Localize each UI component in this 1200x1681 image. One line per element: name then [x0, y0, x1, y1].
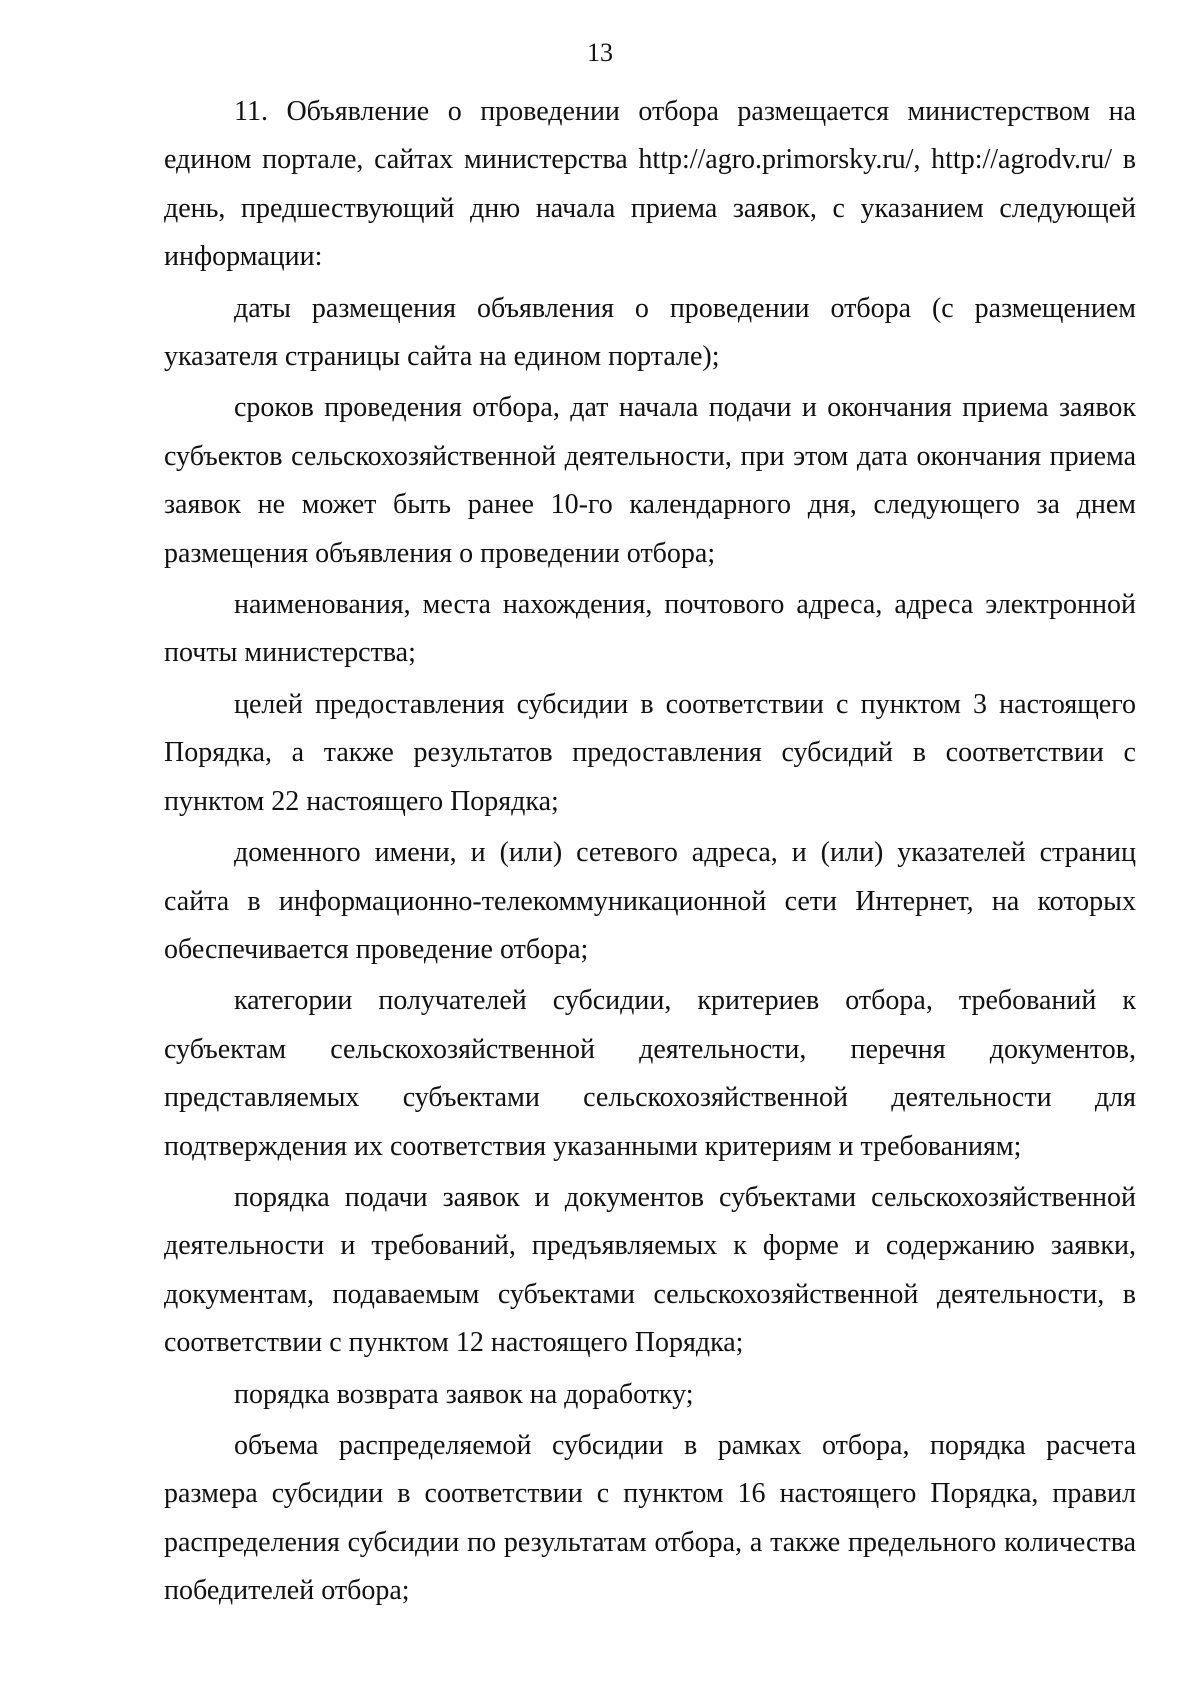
- paragraph-11-announcement: 11. Объявление о проведении отбора размещается министерством на едином портале, сайтах министерства http://agro.primorsky.ru/, http://agrodv.ru/ в день, предшествующий дню начала приема заявок, с указанием следующей информации:: [164, 96, 1136, 273]
- paragraph-announcement-date: даты размещения объявления о проведении отбора (с размещением указателя страницы сайта на едином портале);: [164, 292, 1136, 373]
- paragraph-domain-name: доменного имени, и (или) сетевого адреса, и (или) указателей страниц сайта в информационно-телекоммуникационной сети Интернет, на которых обеспечивается проведение отбора;: [164, 837, 1136, 965]
- paragraph-selection-deadlines: сроков проведения отбора, дат начала подачи и окончания приема заявок субъектов сельскохозяйственной деятельности, при этом дата окончания приема заявок не может быть ранее 10-го календарного дня, следующего за днем размещения объявления о проведении отбора;: [164, 392, 1136, 569]
- paragraph-ministry-contacts: наименования, места нахождения, почтового адреса, адреса электронной почты министерства;: [164, 589, 1136, 669]
- paragraph-subsidy-volume: объема распределяемой субсидии в рамках отбора, порядка расчета размера субсидии в соответствии с пунктом 16 настоящего Порядка, правил распределения субсидии по результатам отбора, а также предельного количества победителей отбора;: [164, 1429, 1136, 1607]
- page-number: 13: [587, 38, 613, 67]
- paragraph-recipient-categories: категории получателей субсидии, критериев отбора, требований к субъектам сельскохозяйственной деятельности, перечня документов, представляемых субъектами сельскохозяйственной деятельности для подтверждения их соответствия указанными критериям и требованиям;: [164, 985, 1136, 1162]
- document-body: [164, 88, 1136, 1619]
- paragraph-application-procedure: порядка подачи заявок и документов субъектами сельскохозяйственной деятельности и требований, предъявляемых к форме и содержанию заявки, документам, подаваемым субъектами сельскохозяйственной деятельности, в соответствии с пунктом 12 настоящего Порядка;: [164, 1181, 1136, 1359]
- paragraph-application-return: порядка возврата заявок на доработку;: [234, 1378, 694, 1410]
- paragraph-subsidy-goals: целей предоставления субсидии в соответствии с пунктом 3 настоящего Порядка, а также результатов предоставления субсидий в соответствии с пунктом 22 настоящего Порядка;: [164, 688, 1136, 817]
